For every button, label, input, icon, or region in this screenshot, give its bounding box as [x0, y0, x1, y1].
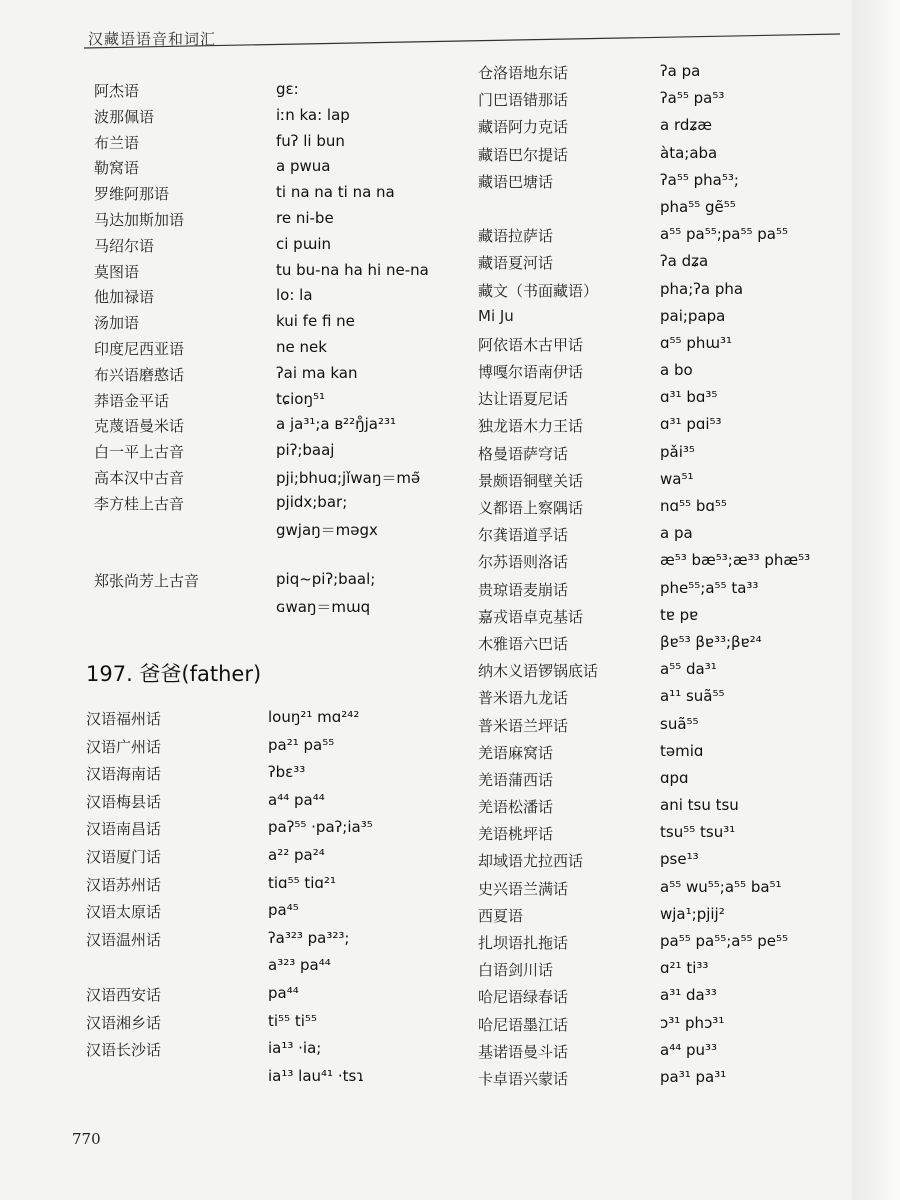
word-form: ʔai ma kan	[276, 363, 358, 382]
word-form: àta;aba	[660, 143, 718, 162]
language-name: 却域语尤拉西话	[478, 852, 584, 871]
language-name: 阿依语木古甲话	[478, 335, 584, 354]
word-form: ʔa pa	[660, 62, 701, 80]
language-name: 郑张尚芳上古音	[94, 572, 200, 591]
word-form: a²² pa²⁴	[268, 845, 325, 864]
word-form: ʔa⁵⁵ pa⁵³	[660, 89, 725, 108]
word-form: phe⁵⁵;a⁵⁵ ta³³	[660, 578, 759, 597]
word-form: βɐ⁵³ βɐ³³;βɐ²⁴	[660, 632, 762, 651]
word-form: pa⁵⁵ pa⁵⁵;a⁵⁵ pe⁵⁵	[660, 932, 789, 950]
word-form: a⁴⁴ pa⁴⁴	[268, 790, 325, 809]
language-name: 汉语温州话	[86, 930, 162, 949]
word-form: pa²¹ pa⁵⁵	[268, 735, 335, 754]
word-form: pjidx;bar;	[276, 492, 348, 511]
word-form: nɑ⁵⁵ bɑ⁵⁵	[660, 497, 727, 515]
language-name: 藏语阿力克话	[478, 118, 569, 137]
language-name: 汉语南昌话	[86, 820, 162, 839]
word-form: ɑ³¹ bɑ³⁵	[660, 388, 718, 407]
language-name: 藏语巴尔提话	[478, 145, 569, 164]
language-name: 普米语九龙话	[478, 689, 569, 708]
word-form: pa⁴⁵	[268, 901, 299, 920]
word-form: a rdʑæ	[660, 116, 712, 135]
word-form: æ⁵³ bæ⁵³;æ³³ phæ⁵³	[660, 551, 811, 570]
word-form: pha;ʔa pha	[660, 279, 744, 298]
language-name: 达让语夏尼话	[478, 390, 569, 409]
language-name: 汉语梅县话	[86, 792, 162, 811]
word-form: wja¹;pjij²	[660, 904, 725, 923]
word-form: ɔ³¹ phɔ³¹	[660, 1013, 725, 1032]
language-name: 藏文（书面藏语）	[478, 281, 599, 300]
word-form: iːn ka: lap	[276, 105, 350, 124]
language-name: 印度尼西亚语	[94, 339, 185, 358]
word-form: a⁴⁴ pu³³	[660, 1040, 718, 1059]
word-form: gwjaŋ＝mǝgx	[276, 520, 378, 539]
language-name: 羌语桃坪话	[478, 825, 554, 844]
word-form: ne nek	[276, 337, 327, 356]
language-name: 羌语松潘话	[478, 798, 554, 817]
word-form: piq~piʔ;baal;	[276, 570, 376, 589]
word-form: pǎi³⁵	[660, 442, 695, 461]
header-rule	[82, 30, 842, 60]
language-name: 他加禄语	[94, 288, 155, 307]
word-form: tiɑ⁵⁵ tiɑ²¹	[268, 873, 336, 892]
word-form: ʔa dʑa	[660, 252, 709, 271]
word-form: ɑ³¹ pɑi⁵³	[660, 415, 722, 434]
language-name: 汉语太原话	[86, 903, 162, 922]
word-form: ʔbɛ³³	[268, 763, 306, 782]
language-name: 阿杰语	[94, 82, 140, 100]
language-name: 汉语厦门话	[86, 847, 162, 866]
word-form: gɛ:	[276, 80, 299, 98]
language-name: 汉语西安话	[86, 985, 162, 1004]
word-form: ʔa³²³ pa³²³;	[268, 928, 350, 947]
word-form: fuʔ li bun	[276, 131, 345, 150]
language-name: 莽语金平话	[94, 391, 170, 410]
word-form: tɐ pɐ	[660, 605, 699, 624]
language-name: 高本汉中古音	[94, 468, 185, 487]
language-name: 勒窝语	[94, 159, 140, 178]
word-form: lo: la	[276, 286, 313, 305]
word-form: a¹¹ suã⁵⁵	[660, 687, 725, 706]
language-name: 汉语广州话	[86, 737, 162, 756]
language-name: 布兰语	[94, 133, 140, 152]
language-name: 藏语拉萨话	[478, 227, 554, 246]
word-form: ci pɯin	[276, 234, 331, 253]
language-name: 仓洛语地东话	[478, 64, 569, 82]
word-form: tsu⁵⁵ tsu³¹	[660, 823, 736, 842]
word-form: ia¹³ lau⁴¹ ·tsɿ	[268, 1066, 365, 1085]
language-name: 布兴语磨憨话	[94, 365, 185, 384]
language-name: 马绍尔语	[94, 236, 155, 255]
word-form: pji;bhuɑ;jǐwaŋ＝mǝ̃	[276, 468, 421, 487]
word-form: a bo	[660, 361, 693, 380]
word-form: wa⁵¹	[660, 469, 694, 488]
word-form: a⁵⁵ da³¹	[660, 660, 717, 679]
word-form: tɕioŋ⁵¹	[276, 389, 326, 408]
word-form: louŋ²¹ mɑ²⁴²	[268, 708, 360, 726]
word-form: ia¹³ ·ia;	[268, 1039, 322, 1058]
word-form: ɑpɑ	[660, 768, 689, 787]
word-form: a³²³ pa⁴⁴	[268, 956, 331, 975]
language-name: 汉语苏州话	[86, 875, 162, 894]
language-name: 汉语湘乡话	[86, 1013, 162, 1032]
word-form: ɑ²¹ ti³³	[660, 959, 709, 978]
language-name: 独龙语木力王话	[478, 417, 584, 436]
language-name: 卡卓语兴蒙话	[478, 1069, 569, 1088]
word-form: a³¹ da³³	[660, 986, 717, 1005]
word-form: pse¹³	[660, 850, 699, 869]
word-form: a pa	[660, 524, 693, 543]
language-name: 藏语夏河话	[478, 254, 554, 273]
language-name: 嘉戎语卓克基话	[478, 607, 584, 626]
word-form: kui fe fi ne	[276, 312, 355, 331]
word-form: ɑ⁵⁵ phɯ³¹	[660, 333, 732, 352]
language-name: 木雅语六巴话	[478, 634, 569, 653]
word-form: piʔ;baaj	[276, 441, 335, 460]
running-head: 汉藏语语音和词汇	[88, 30, 217, 48]
word-form: ani tsu tsu	[660, 796, 739, 815]
language-name: 羌语蒲西话	[478, 770, 554, 789]
language-name: 尔苏语则洛话	[478, 553, 569, 572]
language-name: 汉语长沙话	[86, 1041, 162, 1060]
word-form: re ni-be	[276, 208, 334, 227]
language-name: 马达加斯加语	[94, 210, 185, 229]
language-name: 哈尼语绿春话	[478, 988, 569, 1007]
language-name: 义都语上察隅话	[478, 499, 584, 517]
word-form: a⁵⁵ wu⁵⁵;a⁵⁵ ba⁵¹	[660, 877, 782, 896]
section-title: 197. 爸爸(father)	[86, 662, 262, 686]
word-form: pa⁴⁴	[268, 983, 299, 1002]
language-name: 汉语海南话	[86, 765, 162, 784]
word-form: a pwua	[276, 157, 331, 176]
word-form: pai;papa	[660, 306, 726, 325]
word-form: paʔ⁵⁵ ·paʔ;ia³⁵	[268, 818, 373, 837]
page-edge-shadow	[852, 0, 900, 1200]
language-name: 贵琼语麦崩话	[478, 580, 569, 599]
language-name: 羌语麻窝话	[478, 743, 554, 762]
language-name: 哈尼语墨江话	[478, 1015, 569, 1034]
word-form: pa³¹ pa³¹	[660, 1067, 727, 1086]
language-name: 白语剑川话	[478, 961, 554, 980]
word-form: pha⁵⁵ gẽ⁵⁵	[660, 197, 736, 216]
language-name: 李方桂上古音	[94, 494, 185, 513]
language-name: 罗维阿那语	[94, 185, 170, 204]
language-name: 尔龚语道孚话	[478, 526, 569, 545]
word-form: suã⁵⁵	[660, 714, 699, 733]
word-form: tǝmiɑ	[660, 741, 704, 760]
word-form: a ja³¹;a ʙ²²ŋ̊ja²³¹	[276, 415, 396, 434]
language-name: 波那佩语	[94, 107, 155, 126]
language-name: 克蔑语曼米话	[94, 417, 185, 436]
language-name: 博嘎尔语南伊话	[478, 363, 584, 382]
page-number: 770	[72, 1130, 101, 1148]
language-name: 汉语福州话	[86, 710, 162, 728]
word-form: a⁵⁵ pa⁵⁵;pa⁵⁵ pa⁵⁵	[660, 225, 789, 244]
language-name: 莫图语	[94, 262, 140, 281]
language-name: 普米语兰坪话	[478, 716, 569, 735]
language-name: 白一平上古音	[94, 443, 185, 462]
word-form: ti na na ti na na	[276, 183, 395, 202]
word-form: ɢwaŋ＝mɯq	[276, 597, 371, 616]
word-form: ʔa⁵⁵ pha⁵³;	[660, 170, 739, 189]
word-form: tu bu-na ha hi ne-na	[276, 260, 429, 279]
word-form: ti⁵⁵ ti⁵⁵	[268, 1011, 317, 1030]
language-name: 纳木义语锣锅底话	[478, 662, 599, 681]
language-name: 西夏语	[478, 906, 524, 925]
language-name: 扎坝语扎拖话	[478, 934, 569, 952]
language-name: 基诺语曼斗话	[478, 1042, 569, 1061]
language-name: 汤加语	[94, 314, 140, 333]
language-name: 格曼语萨穹话	[478, 444, 569, 463]
language-name: Mi Ju	[478, 306, 514, 325]
language-name: 藏语巴塘话	[478, 172, 554, 191]
language-name: 景颇语铜壁关话	[478, 471, 584, 490]
language-name: 门巴语错那话	[478, 91, 569, 110]
language-name: 史兴语兰满话	[478, 879, 569, 898]
